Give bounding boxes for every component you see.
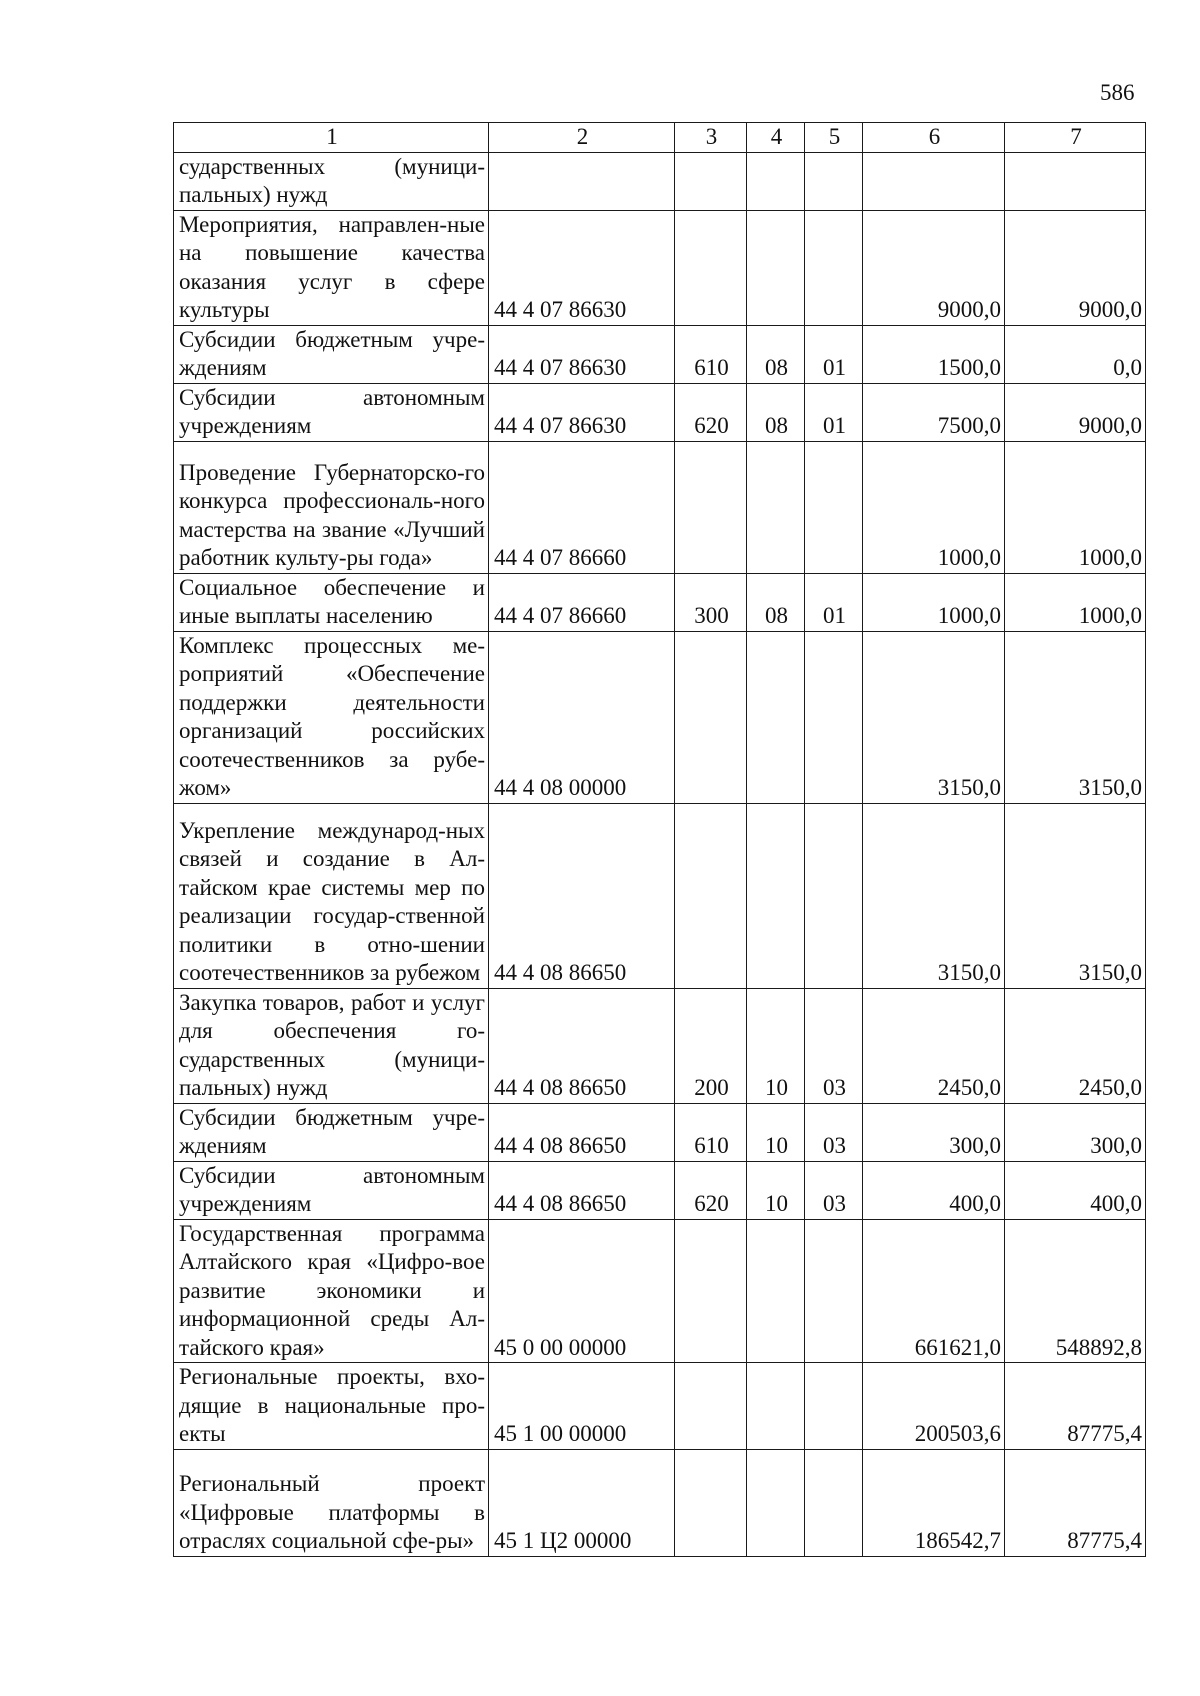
row-col7-value: 9000,0 <box>1005 383 1146 441</box>
table-row <box>174 1219 1146 1363</box>
table-row <box>174 210 1146 325</box>
row-col3-cell <box>675 210 747 325</box>
row-code-cell: 45 0 00 00000 <box>489 1219 675 1363</box>
row-col4-cell: 08 <box>747 573 805 631</box>
page-number: 586 <box>1100 80 1135 105</box>
table-row <box>174 631 1146 803</box>
row-col3-cell <box>675 803 747 988</box>
row-name-cell: Проведение Губернаторско-го конкурса профессиональ-ного мастерства на звание «Лучший работник культу-ры года» <box>174 441 489 573</box>
row-code-cell: 44 4 07 86660 <box>489 441 675 573</box>
row-name-cell: Региональный проект «Цифровые платформы в отраслях социальной сфе-ры» <box>174 1449 489 1556</box>
budget-table <box>173 122 1146 1557</box>
row-col3-cell: 620 <box>675 1161 747 1219</box>
row-code-cell: 44 4 07 86630 <box>489 210 675 325</box>
row-col4-cell: 08 <box>747 325 805 383</box>
row-col4-cell <box>747 1449 805 1556</box>
row-col7-value: 87775,4 <box>1005 1449 1146 1556</box>
row-col6-value: 3150,0 <box>863 803 1005 988</box>
row-name-cell: Закупка товаров, работ и услуг для обеспечения го-сударственных (муници-пальных) нужд <box>174 988 489 1103</box>
row-code-cell: 44 4 07 86630 <box>489 383 675 441</box>
row-code-cell <box>489 152 675 210</box>
row-name-cell: Субсидии бюджетным учре-ждениям <box>174 325 489 383</box>
row-col6-value: 1500,0 <box>863 325 1005 383</box>
row-col4-cell: 10 <box>747 988 805 1103</box>
table-row <box>174 152 1146 210</box>
row-col5-cell <box>805 210 863 325</box>
header-col-3: 3 <box>675 123 747 153</box>
row-col7-value: 300,0 <box>1005 1103 1146 1161</box>
row-col4-cell: 10 <box>747 1161 805 1219</box>
row-col4-cell <box>747 1363 805 1450</box>
table-body <box>174 152 1146 1556</box>
row-col3-cell <box>675 1219 747 1363</box>
row-col4-cell: 10 <box>747 1103 805 1161</box>
row-col5-cell <box>805 1363 863 1450</box>
header-col-7: 7 <box>1005 123 1146 153</box>
row-name-cell: Субсидии бюджетным учре-ждениям <box>174 1103 489 1161</box>
row-col6-value: 300,0 <box>863 1103 1005 1161</box>
row-col7-value: 9000,0 <box>1005 210 1146 325</box>
row-name-cell: Субсидии автономным учреждениям <box>174 1161 489 1219</box>
row-col6-value: 186542,7 <box>863 1449 1005 1556</box>
row-col4-cell: 08 <box>747 383 805 441</box>
row-col3-cell: 610 <box>675 1103 747 1161</box>
row-col6-value: 7500,0 <box>863 383 1005 441</box>
row-name-cell: Субсидии автономным учреждениям <box>174 383 489 441</box>
row-col3-cell <box>675 631 747 803</box>
row-col3-cell <box>675 441 747 573</box>
row-col6-value: 3150,0 <box>863 631 1005 803</box>
row-col3-cell <box>675 1449 747 1556</box>
table-row <box>174 325 1146 383</box>
table-row <box>174 1363 1146 1450</box>
row-name-cell: Региональные проекты, вхо-дящие в национальные про-екты <box>174 1363 489 1450</box>
row-col5-cell <box>805 1219 863 1363</box>
row-col6-value: 200503,6 <box>863 1363 1005 1450</box>
table-row <box>174 1161 1146 1219</box>
row-col5-cell: 03 <box>805 1103 863 1161</box>
row-col3-cell <box>675 1363 747 1450</box>
row-name-cell: Комплекс процессных ме-роприятий «Обеспечение поддержки деятельности организаций российских соотечественников за рубе-жом» <box>174 631 489 803</box>
row-col5-cell <box>805 631 863 803</box>
header-col-2: 2 <box>489 123 675 153</box>
row-code-cell: 44 4 08 86650 <box>489 1161 675 1219</box>
row-col7-value: 1000,0 <box>1005 441 1146 573</box>
row-col6-value: 661621,0 <box>863 1219 1005 1363</box>
row-col7-value: 548892,8 <box>1005 1219 1146 1363</box>
row-col7-value: 1000,0 <box>1005 573 1146 631</box>
row-code-cell: 44 4 08 86650 <box>489 1103 675 1161</box>
row-code-cell: 44 4 08 86650 <box>489 988 675 1103</box>
row-code-cell: 44 4 08 86650 <box>489 803 675 988</box>
row-col5-cell <box>805 441 863 573</box>
row-col5-cell <box>805 803 863 988</box>
row-col6-value: 2450,0 <box>863 988 1005 1103</box>
row-col3-cell: 620 <box>675 383 747 441</box>
row-col7-value: 400,0 <box>1005 1161 1146 1219</box>
row-col6-value: 1000,0 <box>863 441 1005 573</box>
table-row <box>174 383 1146 441</box>
row-col5-cell: 03 <box>805 1161 863 1219</box>
header-row <box>174 123 1146 153</box>
row-col5-cell: 01 <box>805 325 863 383</box>
row-code-cell: 44 4 07 86660 <box>489 573 675 631</box>
row-col5-cell <box>805 1449 863 1556</box>
table-row <box>174 573 1146 631</box>
row-code-cell: 44 4 08 00000 <box>489 631 675 803</box>
header-col-6: 6 <box>863 123 1005 153</box>
row-col6-value: 9000,0 <box>863 210 1005 325</box>
table-row <box>174 803 1146 988</box>
row-col4-cell <box>747 441 805 573</box>
row-col5-cell: 03 <box>805 988 863 1103</box>
row-col7-value: 87775,4 <box>1005 1363 1146 1450</box>
row-col7-value: 0,0 <box>1005 325 1146 383</box>
row-col3-cell <box>675 152 747 210</box>
header-col-4: 4 <box>747 123 805 153</box>
row-name-cell: Мероприятия, направлен-ные на повышение качества оказания услуг в сфере культуры <box>174 210 489 325</box>
row-col4-cell <box>747 152 805 210</box>
row-col4-cell <box>747 210 805 325</box>
row-name-cell: Социальное обеспечение и иные выплаты населению <box>174 573 489 631</box>
row-col7-value <box>1005 152 1146 210</box>
table-row <box>174 441 1146 573</box>
row-col3-cell: 300 <box>675 573 747 631</box>
row-col4-cell <box>747 1219 805 1363</box>
row-code-cell: 45 1 00 00000 <box>489 1363 675 1450</box>
row-col7-value: 3150,0 <box>1005 803 1146 988</box>
header-col-5: 5 <box>805 123 863 153</box>
row-col7-value: 3150,0 <box>1005 631 1146 803</box>
row-code-cell: 44 4 07 86630 <box>489 325 675 383</box>
table-row <box>174 988 1146 1103</box>
row-col4-cell <box>747 803 805 988</box>
row-code-cell: 45 1 Ц2 00000 <box>489 1449 675 1556</box>
row-col4-cell <box>747 631 805 803</box>
row-name-cell: сударственных (муници-пальных) нужд <box>174 152 489 210</box>
row-col6-value: 1000,0 <box>863 573 1005 631</box>
row-col5-cell: 01 <box>805 573 863 631</box>
row-name-cell: Укрепление международ-ных связей и создание в Ал-тайском крае системы мер по реализации государ-ственной политики в отно-шении соотечественников за рубежом <box>174 803 489 988</box>
row-col6-value <box>863 152 1005 210</box>
row-col6-value: 400,0 <box>863 1161 1005 1219</box>
row-col5-cell: 01 <box>805 383 863 441</box>
row-col3-cell: 610 <box>675 325 747 383</box>
table-row <box>174 1449 1146 1556</box>
row-col7-value: 2450,0 <box>1005 988 1146 1103</box>
row-name-cell: Государственная программа Алтайского края «Цифро-вое развитие экономики и информационной среды Ал-тайского края» <box>174 1219 489 1363</box>
row-col3-cell: 200 <box>675 988 747 1103</box>
row-col5-cell <box>805 152 863 210</box>
header-col-1: 1 <box>174 123 489 153</box>
table-row <box>174 1103 1146 1161</box>
